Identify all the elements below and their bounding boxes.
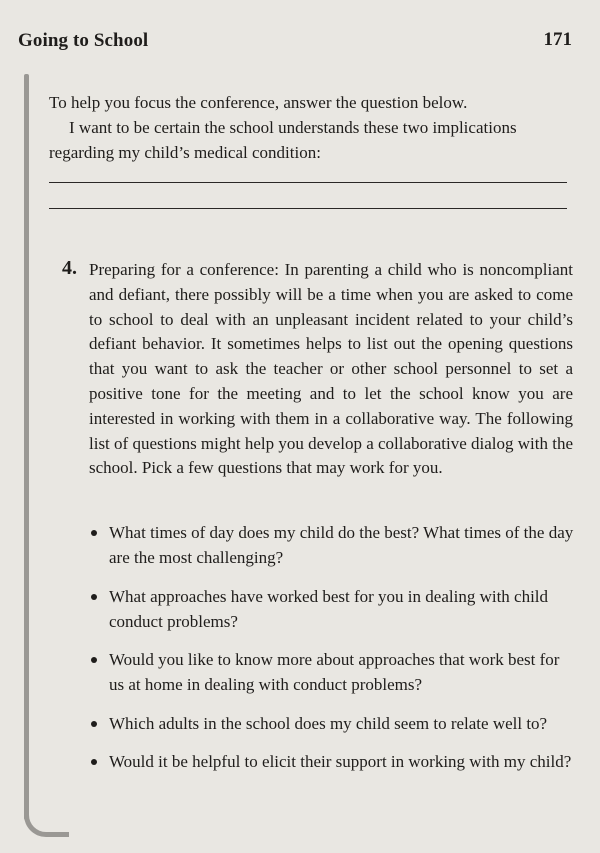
answer-line-1[interactable] (49, 182, 567, 183)
question-text: What approaches have worked best for you in dealing with child conduct problems? (109, 586, 549, 631)
bullet-icon (91, 759, 97, 765)
bullet-icon (91, 594, 97, 600)
page-number: 171 (543, 29, 572, 50)
question-item (88, 711, 578, 736)
item-number: 4. (62, 257, 77, 279)
focus-instruction: To help you focus the conference, answer the question below. (49, 93, 468, 112)
answer-line-2[interactable] (49, 208, 567, 209)
question-item (88, 647, 578, 697)
margin-rule (24, 74, 29, 820)
question-text: Would it be helpful to elicit their support in working with my child? (109, 752, 572, 771)
question-item (88, 520, 578, 570)
item-paragraph: Preparing for a conference: In parenting a child who is noncompliant and defiant, there possibly will be a time when you are asked to come to school to deal with an unpleasant incident related to your child’s defiant behavior. It sometimes helps to list out the opening questions that you want to ask the teacher or other school personnel to set a positive tone for the meeting and to let the school know you are interested in working with them in a collaborative way. The following list of questions might help you develop a collaborative dialog with the school. Pick a few questions that may work for you. (89, 260, 573, 478)
bullet-icon (91, 721, 97, 727)
question-text: Which adults in the school does my child seem to relate well to? (109, 713, 548, 733)
question-text: Would you like to know more about approaches that work best for us at home in dealing with conduct problems? (109, 650, 560, 694)
bullet-icon (91, 657, 97, 663)
running-header-title: Going to School (18, 30, 149, 51)
margin-rule-corner (24, 808, 69, 837)
answer-prompt: I want to be certain the school understands these two implications regarding my child’s medical condition: (49, 118, 517, 162)
bullet-icon (91, 530, 97, 536)
question-list (88, 520, 578, 788)
question-text: What times of day does my child do the best? What times of the day are the most challenging? (109, 523, 574, 567)
question-item (88, 749, 578, 774)
question-item (88, 584, 578, 634)
